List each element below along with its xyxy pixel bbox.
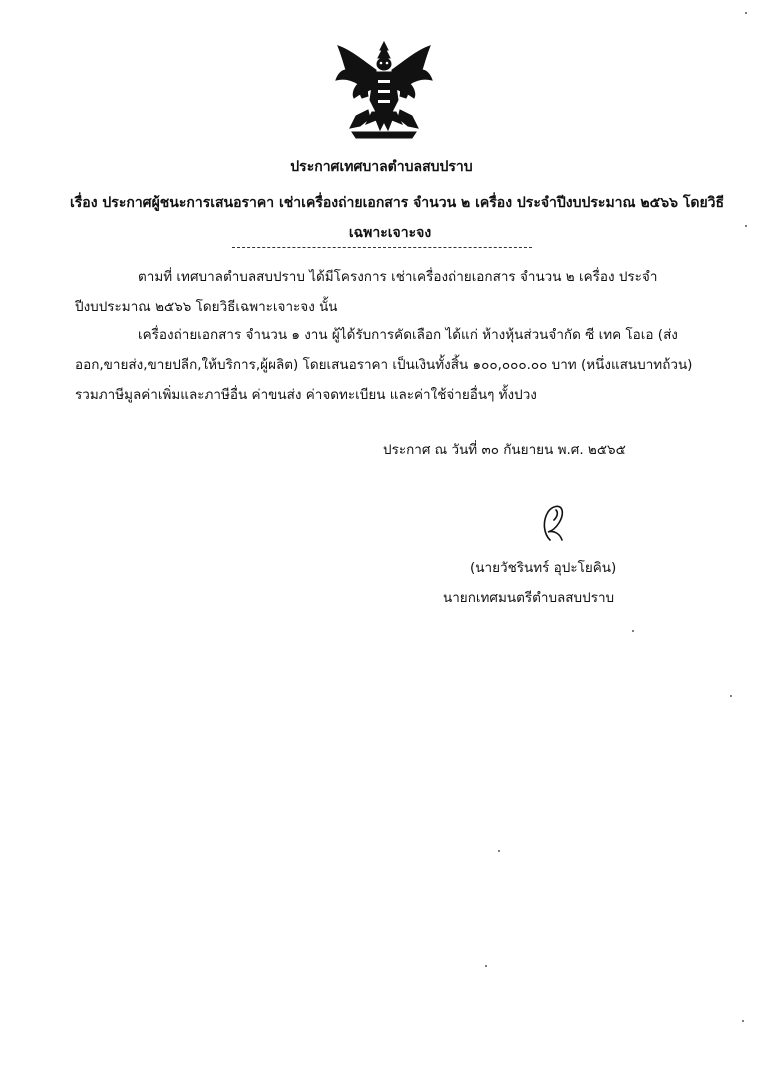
scan-speck	[730, 695, 732, 697]
paragraph-2-line-3: รวมภาษีมูลค่าเพิ่มและภาษีอื่น ค่าขนส่ง ค่าจดทะเบียน และค่าใช้จ่ายอื่นๆ ทั้งปวง	[75, 387, 537, 403]
paragraph-1-line-2: ปีงบประมาณ ๒๕๖๖ โดยวิธีเฉพาะเจาะจง นั้น	[75, 299, 338, 315]
document-subject	[70, 188, 725, 248]
subject-line-1: เรื่อง ประกาศผู้ชนะการเสนอราคา เช่าเครื่องถ่ายเอกสาร จำนวน ๒ เครื่อง ประจำปีงบประมาณ ๒๕๖๖ โดยวิธี	[70, 195, 725, 211]
scan-speck	[745, 225, 747, 227]
subject-line-2: เฉพาะเจาะจง	[348, 225, 432, 241]
paragraph-2-line-1: เครื่องถ่ายเอกสาร จำนวน ๑ งาน ผู้ได้รับการคัดเลือก ได้แก่ ห้างหุ้นส่วนจำกัด ซี เทค โอเอ (ส่ง	[138, 327, 678, 343]
scan-speck	[745, 12, 747, 14]
handwritten-signature	[528, 500, 574, 544]
scan-speck	[742, 1020, 744, 1022]
scan-speck	[485, 965, 487, 967]
signer-name: (นายวัชรินทร์ อุปะโยคิน)	[470, 560, 617, 576]
document-title: ประกาศเทศบาลตำบลสบปราบ	[290, 159, 473, 175]
separator-line	[232, 247, 532, 248]
scan-speck	[632, 630, 634, 632]
paragraph-2-line-2: ออก,ขายส่ง,ขายปลีก,ให้บริการ,ผู้ผลิต) โดยเสนอราคา เป็นเงินทั้งสิ้น ๑๐๐,๐๐๐.๐๐ บาท (หนึ่งแสนบาทถ้วน)	[75, 357, 693, 373]
scan-speck	[498, 850, 500, 852]
announcement-date: ประกาศ ณ วันที่ ๓๐ กันยายน พ.ศ. ๒๕๖๕	[383, 442, 626, 458]
garuda-emblem-icon	[332, 40, 436, 140]
signer-position: นายกเทศมนตรีตำบลสบปราบ	[443, 590, 615, 606]
paragraph-1-line-1: ตามที่ เทศบาลตำบลสบปราบ ได้มีโครงการ เช่าเครื่องถ่ายเอกสาร จำนวน ๒ เครื่อง ประจำ	[138, 269, 658, 285]
